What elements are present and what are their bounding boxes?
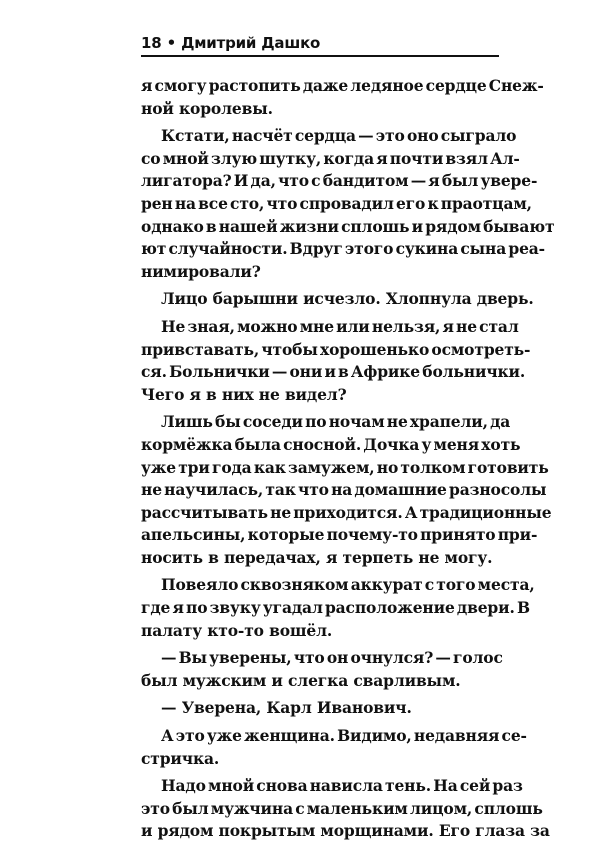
- text-line: привставать, чтобы хорошенько осмотреть-: [141, 339, 531, 359]
- text-line: Не зная, можно мне или нельзя, я не стал: [161, 316, 519, 336]
- text-line: рен на все сто, что спровадил его к праотцам,: [141, 193, 532, 213]
- paragraph: [141, 411, 552, 569]
- text-line: ют случайности. Вдруг этого сукина сына реа-: [141, 239, 545, 259]
- text-line: Лишь бы соседи по ночам не храпели, да: [161, 412, 511, 432]
- header-rule: [141, 55, 499, 57]
- paragraph: [141, 725, 527, 770]
- text-line: А это уже женщина. Видимо, недавняя се-: [161, 726, 527, 746]
- body-text: [141, 75, 555, 843]
- text-line: лигатора? И да, что с бандитом — я был увере-: [141, 171, 538, 191]
- text-line: стричка.: [141, 748, 220, 768]
- text-line: не научилась, так что на домашние разносолы: [141, 480, 547, 500]
- text-line: я смогу растопить даже ледяное сердце Снеж-: [141, 76, 544, 95]
- paragraph: [141, 316, 531, 406]
- text-line: ной королевы.: [141, 98, 273, 118]
- text-line: Кстати, насчёт сердца — это оно сыграло: [161, 126, 517, 146]
- text-line: где я по звуку угадал расположение двери. В: [141, 598, 530, 618]
- text-line: рассчитывать не приходится. А традиционные: [141, 502, 552, 522]
- text-line: кормёжка была сносной. Дочка у меня хоть: [141, 434, 521, 454]
- text-line: носить в передачах, я терпеть не могу.: [141, 547, 493, 567]
- text-line: уже три года как замужем, но толком готовить: [141, 457, 549, 477]
- running-header: [141, 33, 499, 57]
- text-line: Надо мной снова нависла тень. На сей раз: [161, 776, 523, 796]
- text-line: со мной злую шутку, когда я почти взял Ал-: [141, 148, 520, 168]
- text-line: — Уверена, Карл Иванович.: [161, 698, 412, 718]
- paragraph: [141, 75, 544, 120]
- text-line: был мужским и слегка сварливым.: [141, 670, 461, 690]
- author-name: Дмитрий Дашко: [181, 34, 321, 52]
- text-line: однако в нашей жизни сплошь и рядом бывают: [141, 216, 555, 236]
- text-line: апельсины, которые почему-то принято при-: [141, 525, 538, 545]
- text-line: Чего я в них не видел?: [141, 384, 347, 404]
- paragraph: [141, 125, 555, 283]
- text-line: Повеяло сквозняком аккурат с того места,: [161, 575, 535, 595]
- text-line: ся. Больнички — они и в Африке больнички.: [141, 362, 526, 382]
- text-line: и рядом покрытым морщинами. Его глаза за: [141, 821, 550, 841]
- paragraph: [141, 775, 550, 843]
- page-number: 18: [141, 34, 162, 52]
- paragraph: [141, 574, 535, 642]
- text-line: это был мужчина с маленьким лицом, сплошь: [141, 798, 543, 818]
- paragraph: [141, 647, 503, 692]
- paragraph: [141, 288, 534, 311]
- header-separator: •: [166, 34, 176, 52]
- text-line: палату кто-то вошёл.: [141, 620, 333, 640]
- text-line: нимировали?: [141, 261, 261, 281]
- paragraph: [141, 697, 499, 720]
- text-line: — Вы уверены, что он очнулся? — голос: [161, 648, 503, 668]
- text-line: Лицо барышни исчезло. Хлопнула дверь.: [161, 289, 534, 309]
